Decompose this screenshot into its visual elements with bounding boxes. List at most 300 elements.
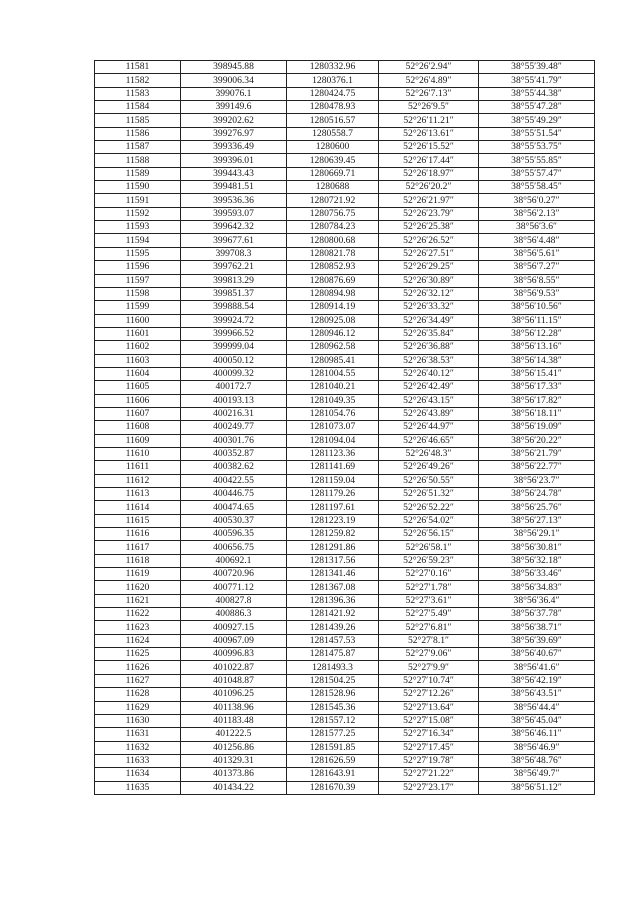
longitude-cell: 38°56′11.15″ xyxy=(479,314,595,327)
longitude-cell: 38°56′13.16″ xyxy=(479,341,595,354)
longitude-cell: 38°56′14.38″ xyxy=(479,354,595,367)
table-row xyxy=(95,247,595,260)
y-coordinate-cell: 1280962.58 xyxy=(287,341,379,354)
longitude-cell: 38°56′34.83″ xyxy=(479,581,595,594)
longitude-cell: 38°56′40.67″ xyxy=(479,648,595,661)
y-coordinate-cell: 1281341.46 xyxy=(287,568,379,581)
x-coordinate-cell: 401256.86 xyxy=(181,741,287,754)
table-row xyxy=(95,221,595,234)
point-number-cell: 11589 xyxy=(95,167,181,180)
x-coordinate-cell: 400967.09 xyxy=(181,634,287,647)
point-number-cell: 11588 xyxy=(95,154,181,167)
latitude-cell: 52°26′35.84″ xyxy=(379,327,479,340)
longitude-cell: 38°56′0.27″ xyxy=(479,194,595,207)
point-number-cell: 11623 xyxy=(95,621,181,634)
table-row xyxy=(95,341,595,354)
latitude-cell: 52°27′0.16″ xyxy=(379,568,479,581)
point-number-cell: 11597 xyxy=(95,274,181,287)
y-coordinate-cell: 1281421.92 xyxy=(287,608,379,621)
x-coordinate-cell: 400050.12 xyxy=(181,354,287,367)
latitude-cell: 52°27′1.78″ xyxy=(379,581,479,594)
table-row xyxy=(95,501,595,514)
x-coordinate-cell: 400099.32 xyxy=(181,367,287,380)
longitude-cell: 38°56′19.09″ xyxy=(479,421,595,434)
table-row xyxy=(95,114,595,127)
latitude-cell: 52°26′42.49″ xyxy=(379,381,479,394)
table-row xyxy=(95,701,595,714)
latitude-cell: 52°27′5.49″ xyxy=(379,608,479,621)
latitude-cell: 52°27′10.74″ xyxy=(379,674,479,687)
x-coordinate-cell: 399481.51 xyxy=(181,181,287,194)
point-number-cell: 11619 xyxy=(95,568,181,581)
latitude-cell: 52°26′25.38″ xyxy=(379,221,479,234)
table-row xyxy=(95,648,595,661)
point-number-cell: 11590 xyxy=(95,181,181,194)
x-coordinate-cell: 399924.72 xyxy=(181,314,287,327)
latitude-cell: 52°26′48.3″ xyxy=(379,447,479,460)
point-number-cell: 11613 xyxy=(95,488,181,501)
y-coordinate-cell: 1280821.78 xyxy=(287,247,379,260)
longitude-cell: 38°55′49.29″ xyxy=(479,114,595,127)
point-number-cell: 11593 xyxy=(95,221,181,234)
longitude-cell: 38°55′44.38″ xyxy=(479,87,595,100)
latitude-cell: 52°26′27.51″ xyxy=(379,247,479,260)
latitude-cell: 52°26′9.5″ xyxy=(379,101,479,114)
point-number-cell: 11627 xyxy=(95,674,181,687)
x-coordinate-cell: 401434.22 xyxy=(181,781,287,794)
point-number-cell: 11585 xyxy=(95,114,181,127)
y-coordinate-cell: 1281054.76 xyxy=(287,407,379,420)
y-coordinate-cell: 1281475.87 xyxy=(287,648,379,661)
y-coordinate-cell: 1281367.08 xyxy=(287,581,379,594)
longitude-cell: 38°56′3.6″ xyxy=(479,221,595,234)
y-coordinate-cell: 1281591.85 xyxy=(287,741,379,754)
latitude-cell: 52°26′34.49″ xyxy=(379,314,479,327)
longitude-cell: 38°56′44.4″ xyxy=(479,701,595,714)
y-coordinate-cell: 1280424.75 xyxy=(287,87,379,100)
x-coordinate-cell: 399536.36 xyxy=(181,194,287,207)
longitude-cell: 38°56′39.69″ xyxy=(479,634,595,647)
point-number-cell: 11608 xyxy=(95,421,181,434)
y-coordinate-cell: 1280721.92 xyxy=(287,194,379,207)
y-coordinate-cell: 1280914.19 xyxy=(287,301,379,314)
y-coordinate-cell: 1281626.59 xyxy=(287,754,379,767)
latitude-cell: 52°26′4.89″ xyxy=(379,74,479,87)
latitude-cell: 52°26′20.2″ xyxy=(379,181,479,194)
point-number-cell: 11598 xyxy=(95,287,181,300)
latitude-cell: 52°27′23.17″ xyxy=(379,781,479,794)
latitude-cell: 52°26′13.61″ xyxy=(379,127,479,140)
point-number-cell: 11610 xyxy=(95,447,181,460)
y-coordinate-cell: 1281528.96 xyxy=(287,688,379,701)
longitude-cell: 38°56′18.11″ xyxy=(479,407,595,420)
longitude-cell: 38°56′46.9″ xyxy=(479,741,595,754)
y-coordinate-cell: 1280558.7 xyxy=(287,127,379,140)
table-row xyxy=(95,434,595,447)
x-coordinate-cell: 399396.01 xyxy=(181,154,287,167)
latitude-cell: 52°27′13.64″ xyxy=(379,701,479,714)
point-number-cell: 11602 xyxy=(95,341,181,354)
point-number-cell: 11612 xyxy=(95,474,181,487)
table-row xyxy=(95,261,595,274)
latitude-cell: 52°26′29.25″ xyxy=(379,261,479,274)
point-number-cell: 11611 xyxy=(95,461,181,474)
y-coordinate-cell: 1281004.55 xyxy=(287,367,379,380)
x-coordinate-cell: 399006.34 xyxy=(181,74,287,87)
latitude-cell: 52°27′21.22″ xyxy=(379,768,479,781)
longitude-cell: 38°56′37.78″ xyxy=(479,608,595,621)
x-coordinate-cell: 400771.12 xyxy=(181,581,287,594)
table-row xyxy=(95,594,595,607)
table-row xyxy=(95,661,595,674)
longitude-cell: 38°56′45.04″ xyxy=(479,714,595,727)
x-coordinate-cell: 399443.43 xyxy=(181,167,287,180)
latitude-cell: 52°27′8.1″ xyxy=(379,634,479,647)
longitude-cell: 38°56′49.7″ xyxy=(479,768,595,781)
y-coordinate-cell: 1281197.61 xyxy=(287,501,379,514)
point-number-cell: 11601 xyxy=(95,327,181,340)
table-row xyxy=(95,474,595,487)
table-row xyxy=(95,181,595,194)
x-coordinate-cell: 400474.65 xyxy=(181,501,287,514)
longitude-cell: 38°56′9.53″ xyxy=(479,287,595,300)
table-row xyxy=(95,327,595,340)
point-number-cell: 11583 xyxy=(95,87,181,100)
x-coordinate-cell: 400216.31 xyxy=(181,407,287,420)
latitude-cell: 52°27′15.08″ xyxy=(379,714,479,727)
x-coordinate-cell: 399813.29 xyxy=(181,274,287,287)
x-coordinate-cell: 400382.62 xyxy=(181,461,287,474)
longitude-cell: 38°55′55.85″ xyxy=(479,154,595,167)
table-row xyxy=(95,581,595,594)
y-coordinate-cell: 1281317.56 xyxy=(287,554,379,567)
table-row xyxy=(95,554,595,567)
table-row xyxy=(95,528,595,541)
x-coordinate-cell: 401022.87 xyxy=(181,661,287,674)
latitude-cell: 52°27′19.78″ xyxy=(379,754,479,767)
latitude-cell: 52°26′21.97″ xyxy=(379,194,479,207)
y-coordinate-cell: 1280756.75 xyxy=(287,207,379,220)
point-number-cell: 11626 xyxy=(95,661,181,674)
longitude-cell: 38°56′20.22″ xyxy=(479,434,595,447)
latitude-cell: 52°26′17.44″ xyxy=(379,154,479,167)
point-number-cell: 11587 xyxy=(95,141,181,154)
table-row xyxy=(95,421,595,434)
longitude-cell: 38°56′8.55″ xyxy=(479,274,595,287)
point-number-cell: 11617 xyxy=(95,541,181,554)
table-row xyxy=(95,728,595,741)
x-coordinate-cell: 399762.21 xyxy=(181,261,287,274)
longitude-cell: 38°56′29.1″ xyxy=(479,528,595,541)
x-coordinate-cell: 400596.35 xyxy=(181,528,287,541)
y-coordinate-cell: 1281259.82 xyxy=(287,528,379,541)
y-coordinate-cell: 1281159.04 xyxy=(287,474,379,487)
y-coordinate-cell: 1281123.36 xyxy=(287,447,379,460)
longitude-cell: 38°56′22.77″ xyxy=(479,461,595,474)
table-row xyxy=(95,461,595,474)
longitude-cell: 38°55′39.48″ xyxy=(479,61,595,74)
latitude-cell: 52°26′38.53″ xyxy=(379,354,479,367)
point-number-cell: 11618 xyxy=(95,554,181,567)
longitude-cell: 38°56′46.11″ xyxy=(479,728,595,741)
table-row xyxy=(95,127,595,140)
point-number-cell: 11596 xyxy=(95,261,181,274)
table-row xyxy=(95,394,595,407)
point-number-cell: 11634 xyxy=(95,768,181,781)
longitude-cell: 38°56′30.81″ xyxy=(479,541,595,554)
y-coordinate-cell: 1280639.45 xyxy=(287,154,379,167)
latitude-cell: 52°26′36.88″ xyxy=(379,341,479,354)
y-coordinate-cell: 1280800.68 xyxy=(287,234,379,247)
x-coordinate-cell: 400720.96 xyxy=(181,568,287,581)
x-coordinate-cell: 399677.61 xyxy=(181,234,287,247)
y-coordinate-cell: 1281073.07 xyxy=(287,421,379,434)
point-number-cell: 11632 xyxy=(95,741,181,754)
latitude-cell: 52°27′17.45″ xyxy=(379,741,479,754)
latitude-cell: 52°26′33.32″ xyxy=(379,301,479,314)
longitude-cell: 38°56′2.13″ xyxy=(479,207,595,220)
x-coordinate-cell: 400352.87 xyxy=(181,447,287,460)
longitude-cell: 38°56′10.56″ xyxy=(479,301,595,314)
table-row xyxy=(95,621,595,634)
point-number-cell: 11591 xyxy=(95,194,181,207)
x-coordinate-cell: 400193.13 xyxy=(181,394,287,407)
point-number-cell: 11622 xyxy=(95,608,181,621)
y-coordinate-cell: 1281291.86 xyxy=(287,541,379,554)
y-coordinate-cell: 1281557.12 xyxy=(287,714,379,727)
table-row xyxy=(95,541,595,554)
table-row xyxy=(95,234,595,247)
longitude-cell: 38°56′24.78″ xyxy=(479,488,595,501)
latitude-cell: 52°26′56.15″ xyxy=(379,528,479,541)
longitude-cell: 38°56′7.27″ xyxy=(479,261,595,274)
y-coordinate-cell: 1281643.91 xyxy=(287,768,379,781)
longitude-cell: 38°56′42.19″ xyxy=(479,674,595,687)
table-row xyxy=(95,141,595,154)
y-coordinate-cell: 1280516.57 xyxy=(287,114,379,127)
y-coordinate-cell: 1280478.93 xyxy=(287,101,379,114)
point-number-cell: 11584 xyxy=(95,101,181,114)
table-row xyxy=(95,714,595,727)
y-coordinate-cell: 1280669.71 xyxy=(287,167,379,180)
y-coordinate-cell: 1281457.53 xyxy=(287,634,379,647)
point-number-cell: 11599 xyxy=(95,301,181,314)
x-coordinate-cell: 399202.62 xyxy=(181,114,287,127)
latitude-cell: 52°27′6.81″ xyxy=(379,621,479,634)
table-row xyxy=(95,514,595,527)
x-coordinate-cell: 400172.7 xyxy=(181,381,287,394)
table-row xyxy=(95,781,595,794)
latitude-cell: 52°27′3.61″ xyxy=(379,594,479,607)
x-coordinate-cell: 401096.25 xyxy=(181,688,287,701)
y-coordinate-cell: 1281493.3 xyxy=(287,661,379,674)
longitude-cell: 38°56′41.6″ xyxy=(479,661,595,674)
x-coordinate-cell: 401048.87 xyxy=(181,674,287,687)
y-coordinate-cell: 1281049.35 xyxy=(287,394,379,407)
table-row xyxy=(95,674,595,687)
y-coordinate-cell: 1280876.69 xyxy=(287,274,379,287)
y-coordinate-cell: 1281141.69 xyxy=(287,461,379,474)
x-coordinate-cell: 399708.3 xyxy=(181,247,287,260)
x-coordinate-cell: 400656.75 xyxy=(181,541,287,554)
x-coordinate-cell: 401138.96 xyxy=(181,701,287,714)
point-number-cell: 11631 xyxy=(95,728,181,741)
y-coordinate-cell: 1281040.21 xyxy=(287,381,379,394)
longitude-cell: 38°55′41.79″ xyxy=(479,74,595,87)
point-number-cell: 11630 xyxy=(95,714,181,727)
longitude-cell: 38°56′32.18″ xyxy=(479,554,595,567)
x-coordinate-cell: 399966.52 xyxy=(181,327,287,340)
point-number-cell: 11595 xyxy=(95,247,181,260)
table-row xyxy=(95,407,595,420)
table-row xyxy=(95,367,595,380)
latitude-cell: 52°26′50.55″ xyxy=(379,474,479,487)
y-coordinate-cell: 1280925.08 xyxy=(287,314,379,327)
table-row xyxy=(95,768,595,781)
point-number-cell: 11603 xyxy=(95,354,181,367)
longitude-cell: 38°55′53.75″ xyxy=(479,141,595,154)
longitude-cell: 38°56′38.71″ xyxy=(479,621,595,634)
latitude-cell: 52°26′43.89″ xyxy=(379,407,479,420)
longitude-cell: 38°56′17.33″ xyxy=(479,381,595,394)
x-coordinate-cell: 400422.55 xyxy=(181,474,287,487)
latitude-cell: 52°27′12.26″ xyxy=(379,688,479,701)
latitude-cell: 52°26′11.21″ xyxy=(379,114,479,127)
y-coordinate-cell: 1280852.93 xyxy=(287,261,379,274)
point-number-cell: 11621 xyxy=(95,594,181,607)
x-coordinate-cell: 399851.37 xyxy=(181,287,287,300)
longitude-cell: 38°56′25.76″ xyxy=(479,501,595,514)
table-row xyxy=(95,568,595,581)
longitude-cell: 38°56′51.12″ xyxy=(479,781,595,794)
point-number-cell: 11624 xyxy=(95,634,181,647)
point-number-cell: 11605 xyxy=(95,381,181,394)
latitude-cell: 52°26′59.23″ xyxy=(379,554,479,567)
table-row xyxy=(95,381,595,394)
x-coordinate-cell: 401373.86 xyxy=(181,768,287,781)
x-coordinate-cell: 399999.04 xyxy=(181,341,287,354)
x-coordinate-cell: 400301.76 xyxy=(181,434,287,447)
point-number-cell: 11625 xyxy=(95,648,181,661)
x-coordinate-cell: 398945.88 xyxy=(181,61,287,74)
point-number-cell: 11581 xyxy=(95,61,181,74)
table-row xyxy=(95,194,595,207)
longitude-cell: 38°56′36.4″ xyxy=(479,594,595,607)
y-coordinate-cell: 1280688 xyxy=(287,181,379,194)
x-coordinate-cell: 400692.1 xyxy=(181,554,287,567)
y-coordinate-cell: 1281094.04 xyxy=(287,434,379,447)
latitude-cell: 52°27′9.06″ xyxy=(379,648,479,661)
table-row xyxy=(95,608,595,621)
y-coordinate-cell: 1280784.23 xyxy=(287,221,379,234)
x-coordinate-cell: 400446.75 xyxy=(181,488,287,501)
y-coordinate-cell: 1280332.96 xyxy=(287,61,379,74)
x-coordinate-cell: 401183.48 xyxy=(181,714,287,727)
x-coordinate-cell: 400927.15 xyxy=(181,621,287,634)
x-coordinate-cell: 399076.1 xyxy=(181,87,287,100)
latitude-cell: 52°26′2.94″ xyxy=(379,61,479,74)
latitude-cell: 52°26′26.52″ xyxy=(379,234,479,247)
y-coordinate-cell: 1281179.26 xyxy=(287,488,379,501)
y-coordinate-cell: 1281577.25 xyxy=(287,728,379,741)
table-row xyxy=(95,314,595,327)
point-number-cell: 11633 xyxy=(95,754,181,767)
table-row xyxy=(95,87,595,100)
longitude-cell: 38°55′47.28″ xyxy=(479,101,595,114)
latitude-cell: 52°26′44.97″ xyxy=(379,421,479,434)
longitude-cell: 38°55′58.45″ xyxy=(479,181,595,194)
table-row xyxy=(95,754,595,767)
x-coordinate-cell: 399888.54 xyxy=(181,301,287,314)
table-row xyxy=(95,287,595,300)
longitude-cell: 38°56′33.46″ xyxy=(479,568,595,581)
y-coordinate-cell: 1281545.36 xyxy=(287,701,379,714)
x-coordinate-cell: 399276.97 xyxy=(181,127,287,140)
table-row xyxy=(95,207,595,220)
x-coordinate-cell: 400996.83 xyxy=(181,648,287,661)
table-row xyxy=(95,688,595,701)
table-row xyxy=(95,74,595,87)
longitude-cell: 38°55′57.47″ xyxy=(479,167,595,180)
table-row xyxy=(95,634,595,647)
latitude-cell: 52°27′9.9″ xyxy=(379,661,479,674)
latitude-cell: 52°26′15.52″ xyxy=(379,141,479,154)
longitude-cell: 38°56′48.76″ xyxy=(479,754,595,767)
x-coordinate-cell: 400886.3 xyxy=(181,608,287,621)
y-coordinate-cell: 1281396.36 xyxy=(287,594,379,607)
point-number-cell: 11614 xyxy=(95,501,181,514)
longitude-cell: 38°56′12.28″ xyxy=(479,327,595,340)
latitude-cell: 52°26′52.22″ xyxy=(379,501,479,514)
point-number-cell: 11592 xyxy=(95,207,181,220)
latitude-cell: 52°26′32.12″ xyxy=(379,287,479,300)
y-coordinate-cell: 1280600 xyxy=(287,141,379,154)
longitude-cell: 38°56′4.48″ xyxy=(479,234,595,247)
latitude-cell: 52°26′58.1″ xyxy=(379,541,479,554)
point-number-cell: 11616 xyxy=(95,528,181,541)
table-row xyxy=(95,274,595,287)
point-number-cell: 11606 xyxy=(95,394,181,407)
table-row xyxy=(95,354,595,367)
point-number-cell: 11582 xyxy=(95,74,181,87)
latitude-cell: 52°26′46.65″ xyxy=(379,434,479,447)
y-coordinate-cell: 1281439.26 xyxy=(287,621,379,634)
point-number-cell: 11607 xyxy=(95,407,181,420)
x-coordinate-cell: 399593.07 xyxy=(181,207,287,220)
table-row xyxy=(95,154,595,167)
table-row xyxy=(95,61,595,74)
y-coordinate-cell: 1280376.1 xyxy=(287,74,379,87)
y-coordinate-cell: 1281504.25 xyxy=(287,674,379,687)
coordinates-table xyxy=(94,60,595,795)
table-row xyxy=(95,488,595,501)
longitude-cell: 38°55′51.54″ xyxy=(479,127,595,140)
point-number-cell: 11620 xyxy=(95,581,181,594)
longitude-cell: 38°56′23.7″ xyxy=(479,474,595,487)
x-coordinate-cell: 401329.31 xyxy=(181,754,287,767)
x-coordinate-cell: 399336.49 xyxy=(181,141,287,154)
point-number-cell: 11600 xyxy=(95,314,181,327)
latitude-cell: 52°26′49.26″ xyxy=(379,461,479,474)
table-row xyxy=(95,447,595,460)
latitude-cell: 52°26′40.12″ xyxy=(379,367,479,380)
y-coordinate-cell: 1280985.41 xyxy=(287,354,379,367)
x-coordinate-cell: 401222.5 xyxy=(181,728,287,741)
table-row xyxy=(95,301,595,314)
latitude-cell: 52°26′30.89″ xyxy=(379,274,479,287)
table-row xyxy=(95,101,595,114)
longitude-cell: 38°56′21.79″ xyxy=(479,447,595,460)
